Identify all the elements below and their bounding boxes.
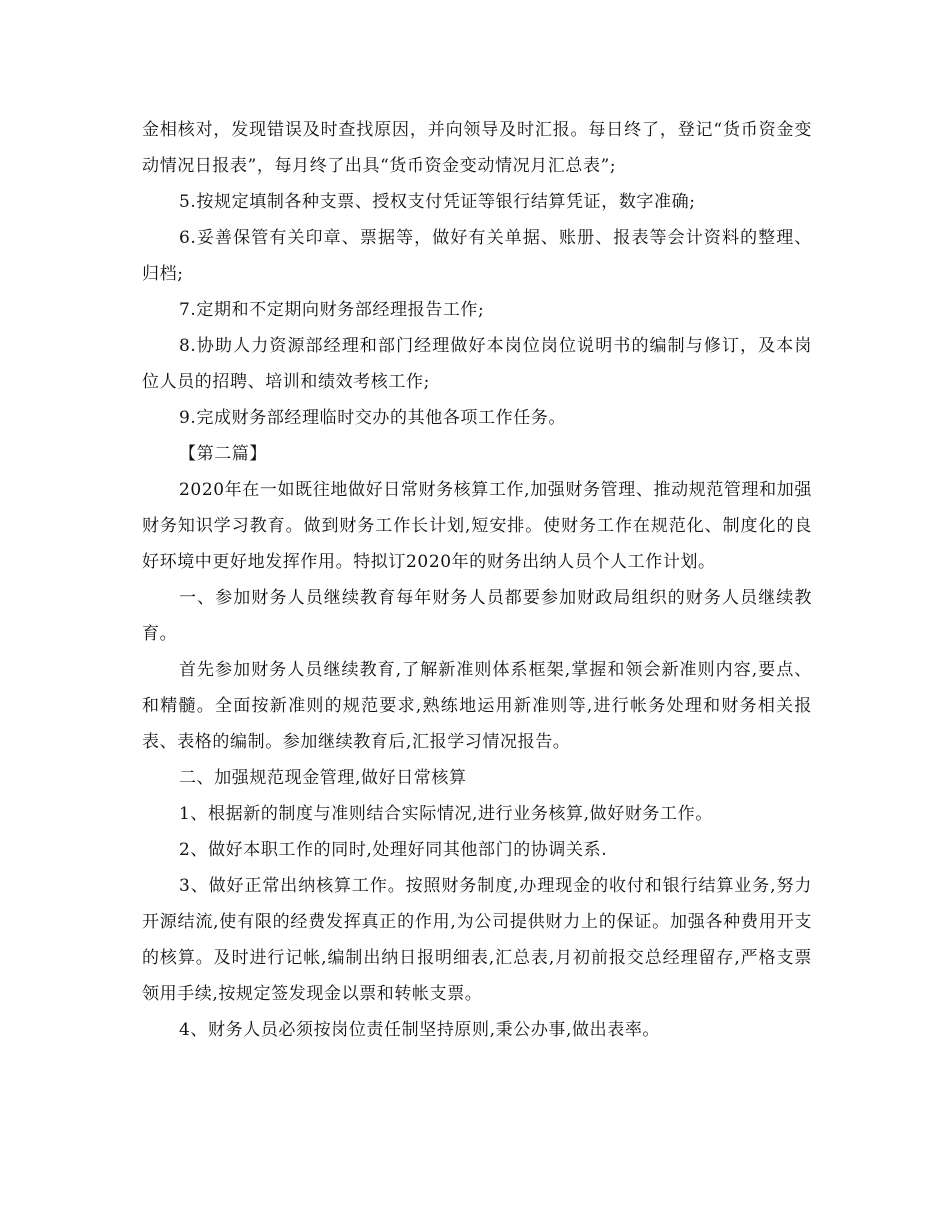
paragraph: 5.按规定填制各种支票、授权支付凭证等银行结算凭证，数字准确;	[179, 192, 696, 212]
paragraph: 2020年在一如既往地做好日常财务核算工作,加强财务管理、推动规范管理和加强财务知识学习教育。做到财务工作长计划,短安排。使财务工作在规范化、制度化的良好环境中更好地发挥作用。特拟订2020年的财务出纳人员个人工作计划。	[142, 480, 812, 572]
paragraph: 7.定期和不定期向财务部经理报告工作;	[179, 300, 485, 320]
paragraph: 6.妥善保管有关印章、票据等，做好有关单据、账册、报表等会计资料的整理、归档;	[142, 228, 812, 284]
paragraph: 8.协助人力资源部经理和部门经理做好本岗位岗位说明书的编制与修订，及本岗位人员的招聘、培训和绩效考核工作;	[142, 336, 812, 392]
section-heading: 【第二篇】	[179, 444, 267, 464]
document-body	[142, 112, 812, 1048]
paragraph: 4、财务人员必须按岗位责任制坚持原则,秉公办事,做出表率。	[179, 1020, 661, 1040]
paragraph: 1、根据新的制度与准则结合实际情况,进行业务核算,做好财务工作。	[179, 804, 713, 824]
paragraph: 首先参加财务人员继续教育,了解新准则体系框架,掌握和领会新准则内容,要点、和精髓。全面按新准则的规范要求,熟练地运用新准则等,进行帐务处理和财务相关报表、表格的编制。参加继续教育后,汇报学习情况报告。	[142, 660, 812, 752]
paragraph: 一、参加财务人员继续教育每年财务人员都要参加财政局组织的财务人员继续教育。	[142, 588, 812, 644]
paragraph: 金相核对，发现错误及时查找原因，并向领导及时汇报。每日终了，登记“货币资金变动情况日报表”，每月终了出具“货币资金变动情况月汇总表”;	[142, 120, 812, 176]
paragraph: 9.完成财务部经理临时交办的其他各项工作任务。	[179, 408, 567, 428]
paragraph: 3、做好正常出纳核算工作。按照财务制度,办理现金的收付和银行结算业务,努力开源结流,使有限的经费发挥真正的作用,为公司提供财力上的保证。加强各种费用开支的核算。及时进行记帐,编制出纳日报明细表,汇总表,月初前报交总经理留存,严格支票领用手续,按规定签发现金以票和转帐支票。	[142, 876, 812, 1004]
paragraph: 二、加强规范现金管理,做好日常核算	[179, 768, 467, 788]
paragraph: 2、做好本职工作的同时,处理好同其他部门的协调关系.	[179, 840, 608, 860]
